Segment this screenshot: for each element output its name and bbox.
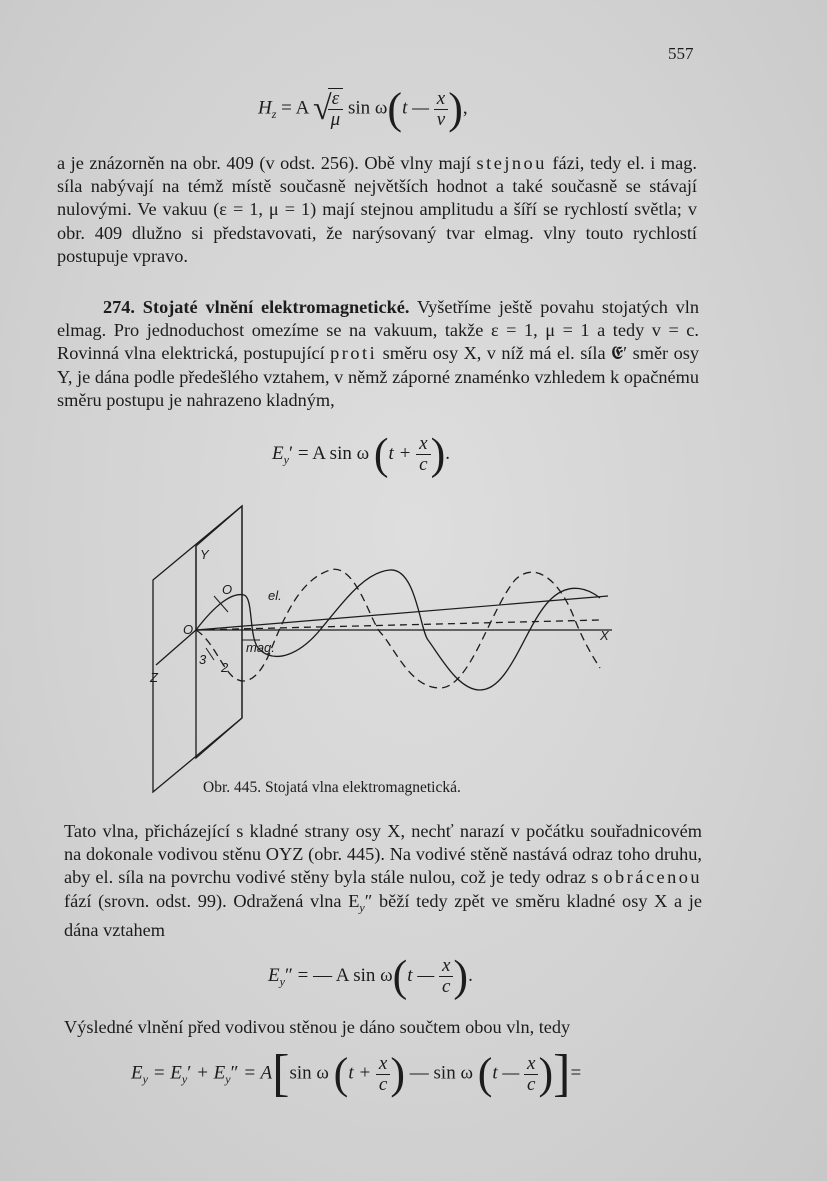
eq-text: t +: [388, 442, 412, 464]
text-line: tedy el. i mag. síla nabývají na témž místě současně největších hodnot: [57, 153, 697, 197]
paren: ): [538, 1049, 554, 1098]
eq-subscript: y: [279, 974, 285, 989]
eq-subscript: y: [283, 452, 289, 467]
label-o: O: [222, 582, 233, 597]
eq-text: = A: [243, 1062, 273, 1084]
eq-symbol: E: [268, 964, 280, 986]
eq-subscript: z: [271, 107, 277, 122]
eq-text: =: [570, 1062, 582, 1084]
eq-symbol: E: [272, 442, 284, 464]
paragraph-text: Výsledné vlnění před vodivou stěnou je dáno součtem obou vln, tedy: [64, 1017, 571, 1037]
eq-prime: ″: [230, 1062, 239, 1084]
eq-fraction: [439, 956, 453, 997]
paragraph-3: [64, 1016, 714, 1039]
eq-text: — sin ω: [409, 1062, 473, 1084]
text-line: stejnou amplitudu a šíří se rychlostí světla; v obr. 409 dlužno si představovati, že narýsovaný tvar elmag. vlny touto rychlostí postupuje vpravo.: [57, 199, 697, 266]
eq-num: x: [376, 1054, 390, 1075]
eq-text: sin ω: [347, 97, 388, 119]
eq-symbol: E: [131, 1062, 143, 1084]
section-text: Vyšetříme ještě povahu stojatých vln elmag. Pro jednoduchost omezíme se na vakuum, takže ε = 1, μ = 1 a tedy v = c. Rovinná vlna elektrická, postupující: [57, 297, 700, 364]
eq-num: ε: [328, 89, 344, 110]
leader-line: [214, 596, 228, 612]
label-z: Z: [150, 670, 158, 685]
eq-prime: ″: [284, 964, 293, 986]
eq-subscript: y: [142, 1072, 148, 1087]
paragraph-text: běží tedy zpět ve směru kladné osy X a je dána vztahem: [64, 890, 702, 941]
eq-subscript: y: [181, 1072, 188, 1087]
eq-den: v: [436, 108, 446, 130]
eq-fraction: [376, 1054, 390, 1095]
label-y: Y: [200, 547, 209, 562]
figure-caption: Obr. 445. Stojatá vlna elektromagnetická.: [203, 779, 461, 796]
equation-ey-double-prime: [268, 951, 473, 1001]
text-prime: ″: [364, 890, 373, 911]
eq-den: c: [527, 1073, 536, 1095]
conducting-wall-outline: [153, 506, 242, 792]
paren: (: [387, 84, 403, 133]
eq-text: t —: [402, 97, 429, 119]
eq-symbol: H: [258, 97, 272, 119]
page-number: 557: [668, 44, 694, 63]
section-heading: 274. Stojaté vlnění elektromagnetické.: [103, 297, 410, 317]
text-line: a je znázorněn na obr. 409 (v odst. 256). Obě vlny mají: [57, 153, 471, 173]
eq-text: t —: [492, 1062, 520, 1084]
paren: ): [453, 951, 469, 1001]
paren: ): [448, 84, 463, 133]
label-2: 2: [221, 660, 229, 675]
eq-den: c: [378, 1073, 388, 1095]
eq-fraction: [524, 1054, 538, 1095]
paren: ): [430, 429, 446, 479]
bracket: [: [272, 1045, 290, 1102]
text-subscript: y: [359, 900, 365, 915]
paren: (: [392, 951, 408, 1001]
paragraph-text: Tato vlna, přicházející s kladné strany osy X, nechť narazí v počátku souřadnicovém na dokonale vodivou stěnu OYZ (obr. 445). Na vodivé stěně nastává odraz toho druhu, aby el. síla na povrchu vodivé stěny byla stále nulou, což je tedy odraz s: [64, 821, 702, 888]
eq-den: μ: [330, 109, 341, 130]
paren: ): [390, 1049, 406, 1098]
eq-text: = — A sin ω: [297, 964, 393, 986]
paragraph-2: [64, 820, 702, 943]
eq-prime: ′: [187, 1062, 192, 1084]
eq-text: + E: [196, 1062, 226, 1084]
eq-text: t —: [407, 964, 435, 986]
label-x: X: [600, 628, 609, 643]
equation-sum: [131, 1045, 582, 1102]
text-line: a také současně se stávají nulovými. Ve vakuu (ε = 1, μ = 1) mají: [57, 176, 697, 220]
spaced-text: obrácenou: [603, 867, 702, 888]
label-mag: mag.: [246, 640, 275, 655]
eq-den: c: [419, 454, 428, 475]
section-text: směru osy X, v níž má el. síla 𝕰′ směr osy Y, je dána podle předešlého vztahem, v němž záporné znaménko vzhledem k opačnému směru postupu je nahrazeno kladným,: [57, 343, 699, 410]
leader-line: [206, 648, 214, 660]
conducting-wall: [196, 506, 242, 758]
text-line: fázi,: [552, 153, 585, 173]
paren: (: [373, 429, 389, 479]
eq-num: x: [439, 956, 453, 977]
sqrt-sign: √: [313, 90, 332, 127]
eq-num: x: [416, 434, 430, 455]
label-origin: O: [183, 622, 194, 637]
eq-text: sin ω: [289, 1062, 329, 1084]
eq-prime: ′: [288, 442, 294, 464]
spaced-text: stejnou: [476, 153, 547, 173]
eq-text: = A sin ω: [297, 442, 370, 464]
paren: (: [477, 1049, 493, 1098]
eq-text: ,: [462, 97, 468, 119]
eq-subscript: y: [225, 1072, 231, 1087]
bracket: ]: [553, 1045, 571, 1102]
label-el: el.: [268, 588, 282, 603]
paragraph-text: fází (srovn. odst. 99). Odražená vlna E: [64, 890, 360, 911]
eq-den: c: [441, 976, 451, 997]
eq-text: = E: [152, 1062, 182, 1084]
eq-num: x: [434, 89, 448, 110]
eq-text: = A: [281, 97, 309, 119]
eq-text: t +: [348, 1062, 372, 1084]
eq-text: .: [468, 964, 473, 986]
label-3: 3: [199, 652, 207, 667]
paren: (: [333, 1049, 349, 1098]
eq-num: x: [524, 1054, 538, 1075]
spaced-text: proti: [330, 343, 378, 364]
eq-text: .: [445, 442, 450, 464]
